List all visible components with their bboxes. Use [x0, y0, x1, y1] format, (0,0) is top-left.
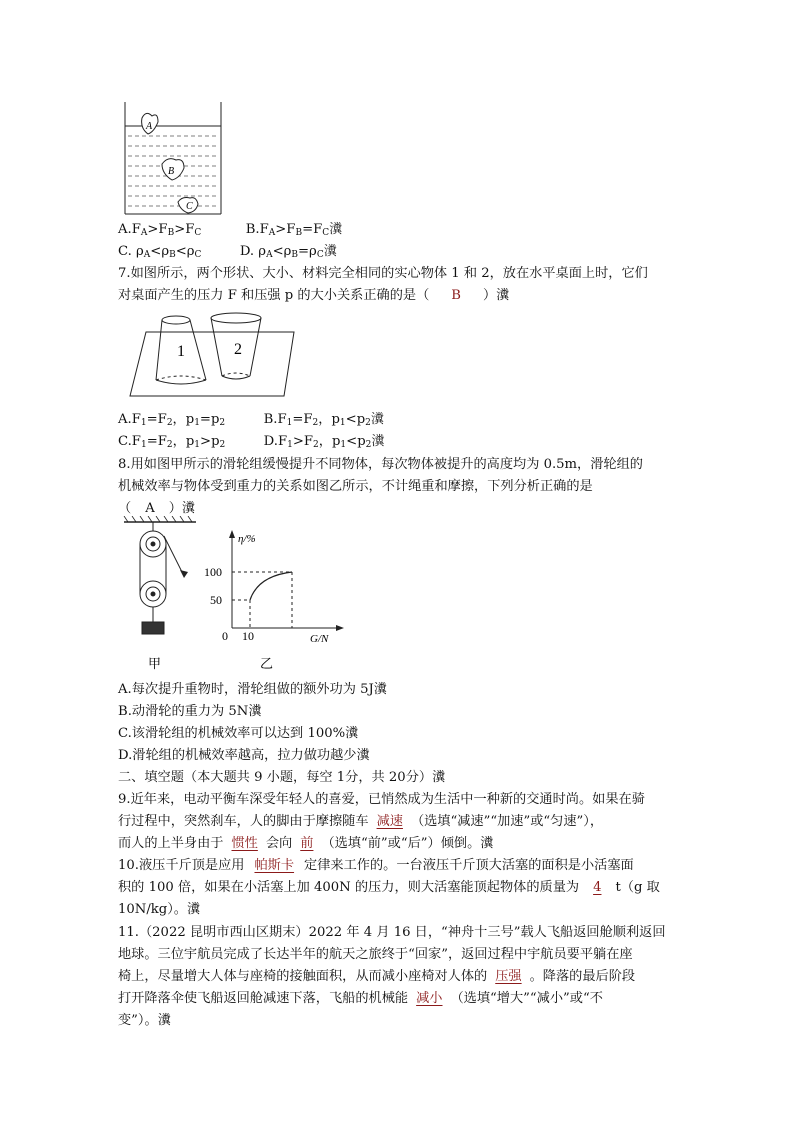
- fig-jia-label: 甲: [148, 656, 162, 671]
- q9-blank-3: 前: [300, 836, 314, 851]
- q6-option-c: C. $\rho_A<\rho_B<\rho_C$: [118, 244, 202, 260]
- q7-option-d: $D.F_1>F_2$，$p_1<p_2$瀵: [263, 434, 385, 450]
- arrow-icon: [180, 570, 188, 578]
- q10-blank-2: 4: [593, 880, 602, 895]
- q7-answer: B: [451, 288, 461, 303]
- q8-stem-line-1: 8.用如图甲所示的滑轮组缓慢提升不同物体，每次物体被提升的高度均为 0.5m，滑轮组的: [118, 457, 643, 472]
- q8-option-c: C.该滑轮组的机械效率可以达到 100%瀵: [118, 726, 359, 741]
- q11-line-5: 变”）。瀵: [118, 1013, 171, 1028]
- q11-blank-1: 压强: [495, 969, 522, 984]
- q9-line-2: 行过程中，突然刹车，人的脚由于摩擦随车 减速 （选填“减速”“加速”或“匀速”），: [118, 814, 604, 829]
- q7-stem-line-2: 对桌面产生的压力 F 和压强 p 的大小关系正确的是（ B ）瀵: [118, 288, 510, 303]
- cup-2-label: 2: [234, 341, 242, 358]
- efficiency-graph: [200, 528, 350, 676]
- graph-y-label: η/%: [238, 533, 256, 545]
- cup-1-label: 1: [177, 343, 185, 360]
- graph-x-tick-10: 10: [242, 629, 254, 643]
- q11-line-1: 11.（2022 昆明市西山区期末）2022 年 4 月 16 日，“神舟十三号”载人飞船返回舱顺利返回: [118, 925, 666, 940]
- label-a: A: [146, 121, 153, 132]
- q9-line-3: 而人的上半身由于 惯性 会向 前 （选填“前”或“后”）倾倒。瀵: [118, 836, 494, 851]
- q10-blank-1: 帕斯卡: [254, 858, 295, 873]
- q8-option-b: B.动滑轮的重力为 5N瀵: [118, 704, 262, 719]
- q8-option-a: A.每次提升重物时，滑轮组做的额外功为 5J瀵: [118, 682, 387, 697]
- q10-line-2: 积的 100 倍，如果在小活塞上加 400N 的压力，则大活塞能顶起物体的质量为 4 t（g 取: [118, 880, 660, 895]
- graph-y-tick-100: 100: [204, 565, 222, 579]
- q8-stem-line-2: 机械效率与物体受到重力的关系如图乙所示，不计绳重和摩擦，下列分析正确的是: [118, 479, 593, 494]
- label-c: C: [186, 201, 193, 212]
- section-2-title: 二、填空题（本大题共 9 小题，每空 1分，共 20分）瀵: [118, 770, 446, 785]
- q7-option-b: $B.F_1=F_2$，$p_1<p_2$瀵: [263, 412, 385, 428]
- beaker-figure: [118, 98, 228, 216]
- q11-line-2: 地球。三位宇航员完成了长达半年的航天之旅终于“回家”，返回过程中宇航员要平躺在座: [118, 947, 633, 962]
- graph-y-tick-50: 50: [210, 593, 222, 607]
- q6-option-row-2: [118, 242, 337, 265]
- q10-line-1: 10.液压千斤顶是应用 帕斯卡 定律来工作的。一台液压千斤顶大活塞的面积是小活塞面: [118, 858, 634, 873]
- q8-answer: A: [145, 501, 155, 516]
- q9-line-1: 9.近年来，电动平衡车深受年轻人的喜爱，已悄然成为生活中一种新的交通时尚。如果在骑: [118, 792, 645, 807]
- fig-yi-label: 乙: [260, 656, 274, 671]
- q6-option-b: $B.F_A>F_B=F_C$瀵: [245, 222, 343, 238]
- q8-option-d: D.滑轮组的机械效率越高，拉力做功越少瀵: [118, 748, 370, 763]
- pulley-figure: [120, 516, 200, 676]
- q6-option-a: $A.F_A>F_B>F_C$: [118, 222, 202, 238]
- q6-option-row-1: [118, 220, 342, 243]
- q11-blank-2: 减小: [416, 991, 443, 1006]
- q6-option-d: D. $\rho_A<\rho_B=\rho_C$瀵: [239, 244, 337, 260]
- weight-block: [142, 622, 164, 634]
- q9-blank-2: 惯性: [231, 836, 258, 851]
- cups-figure: [126, 310, 306, 400]
- q11-line-3: 椅上，尽量增大人体与座椅的接触面积，从而减小座椅对人体的 压强 。降落的最后阶段: [118, 969, 636, 984]
- q11-line-4: 打开降落伞使飞船返回舱减速下落，飞船的机械能 减小 （选填“增大”“减小”或“不: [118, 991, 603, 1006]
- q9-blank-1: 减速: [376, 814, 403, 829]
- q7-option-a: $A.F_1=F_2$，$p_1=p_2$: [118, 412, 226, 428]
- graph-x-tick-0: 0: [222, 629, 228, 643]
- graph-x-label: G/N: [310, 633, 329, 645]
- q8-stem-line-3: （ A ）瀵: [118, 501, 196, 516]
- label-b: B: [168, 166, 175, 177]
- q7-option-row-1: [118, 410, 384, 433]
- q7-stem-line-1: 7.如图所示，两个形状、大小、材料完全相同的实心物体 1 和 2，放在水平桌面上时，它们: [118, 266, 648, 281]
- q7-option-row-2: [118, 432, 385, 455]
- q10-line-3: 10N/kg）。瀵: [118, 902, 201, 917]
- q7-option-c: $C.F_1=F_2$，$p_1>p_2$: [118, 434, 226, 450]
